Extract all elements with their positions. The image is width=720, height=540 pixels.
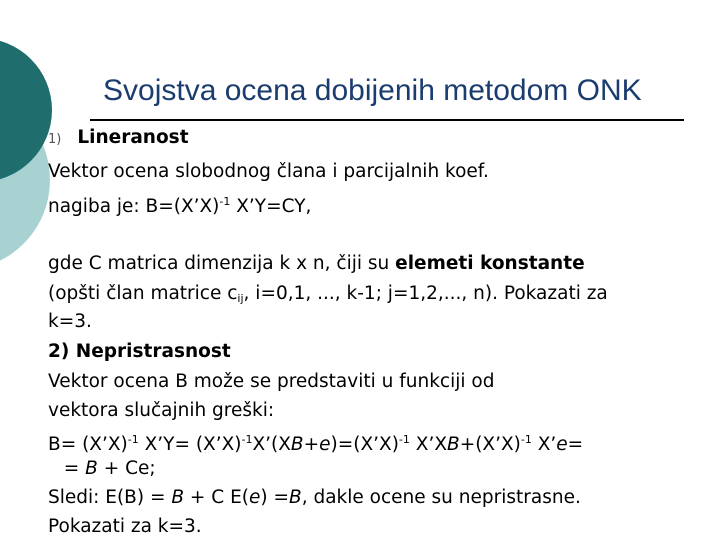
title-underline [90,119,684,121]
text-fragment: + [303,434,320,455]
section2-heading [48,338,231,365]
section1-line1: Vektor ocena slobodnog člana i parcijalnih koef. [48,161,489,182]
superscript: -1 [398,433,410,446]
subscript: ij [237,292,244,305]
conclusion-line [48,484,581,511]
section2-heading-text: 2) Nepristrasnost [48,341,231,362]
italic-symbol: B [171,487,185,508]
italic-symbol: B [447,434,460,455]
text-fragment: X’ [531,434,557,455]
section1-line3 [48,250,585,277]
text-fragment: X’X [409,434,447,455]
section1-line4 [48,280,608,312]
equation-line-2 [52,455,156,482]
text-fragment: +(X’X) [459,434,521,455]
italic-symbol: B [289,487,302,508]
italic-symbol: e [319,434,331,455]
slide-title: Svojstva ocena dobijenih metodom ONK [103,74,642,107]
text-fragment: = [567,434,584,455]
superscript: -1 [127,433,139,446]
text-fragment: nagiba je: B=(X’X) [48,196,220,217]
text-fragment: ) = [260,487,290,508]
italic-symbol: B [290,434,304,455]
section1-line2 [48,188,311,220]
section1-heading-line [48,124,189,153]
text-fragment: )=(X’X) [330,434,399,455]
italic-symbol: e [249,487,261,508]
superscript: -1 [219,195,231,208]
italic-symbol: B [85,458,98,479]
last-line: Pokazati za k=3. [48,516,202,537]
superscript: -1 [241,433,253,446]
italic-symbol: e [556,434,568,455]
section1-number: 1) [48,132,62,147]
section2-line1: Vektor ocena B može se predstaviti u funkciji od [48,371,495,392]
text-fragment: + Ce; [97,458,156,479]
text-fragment: , i=0,1, ..., k-1; j=1,2,..., n). Pokazati za [243,283,608,304]
equation-line [48,426,583,458]
section1-heading: Lineranost [77,127,189,148]
text-fragment: X’Y=CY, [230,196,312,217]
section1-line5: k=3. [48,311,92,332]
section2-line2: vektora slučajnih greški: [48,400,275,421]
text-fragment: = [52,458,86,479]
text-fragment: B= (X’X) [48,434,128,455]
text-fragment: , dakle ocene su nepristrasne. [301,487,581,508]
text-fragment: Sledi: E(B) = [48,487,172,508]
superscript: -1 [520,433,532,446]
text-fragment: X’Y= (X’X) [138,434,242,455]
bold-term: elemeti konstante [395,253,585,274]
text-fragment: + C E( [184,487,250,508]
text-fragment: (opšti član matrice c [48,283,238,304]
text-fragment: gde C matrica dimenzija k x n, čiji su [48,253,396,274]
text-fragment: X’(X [252,434,291,455]
